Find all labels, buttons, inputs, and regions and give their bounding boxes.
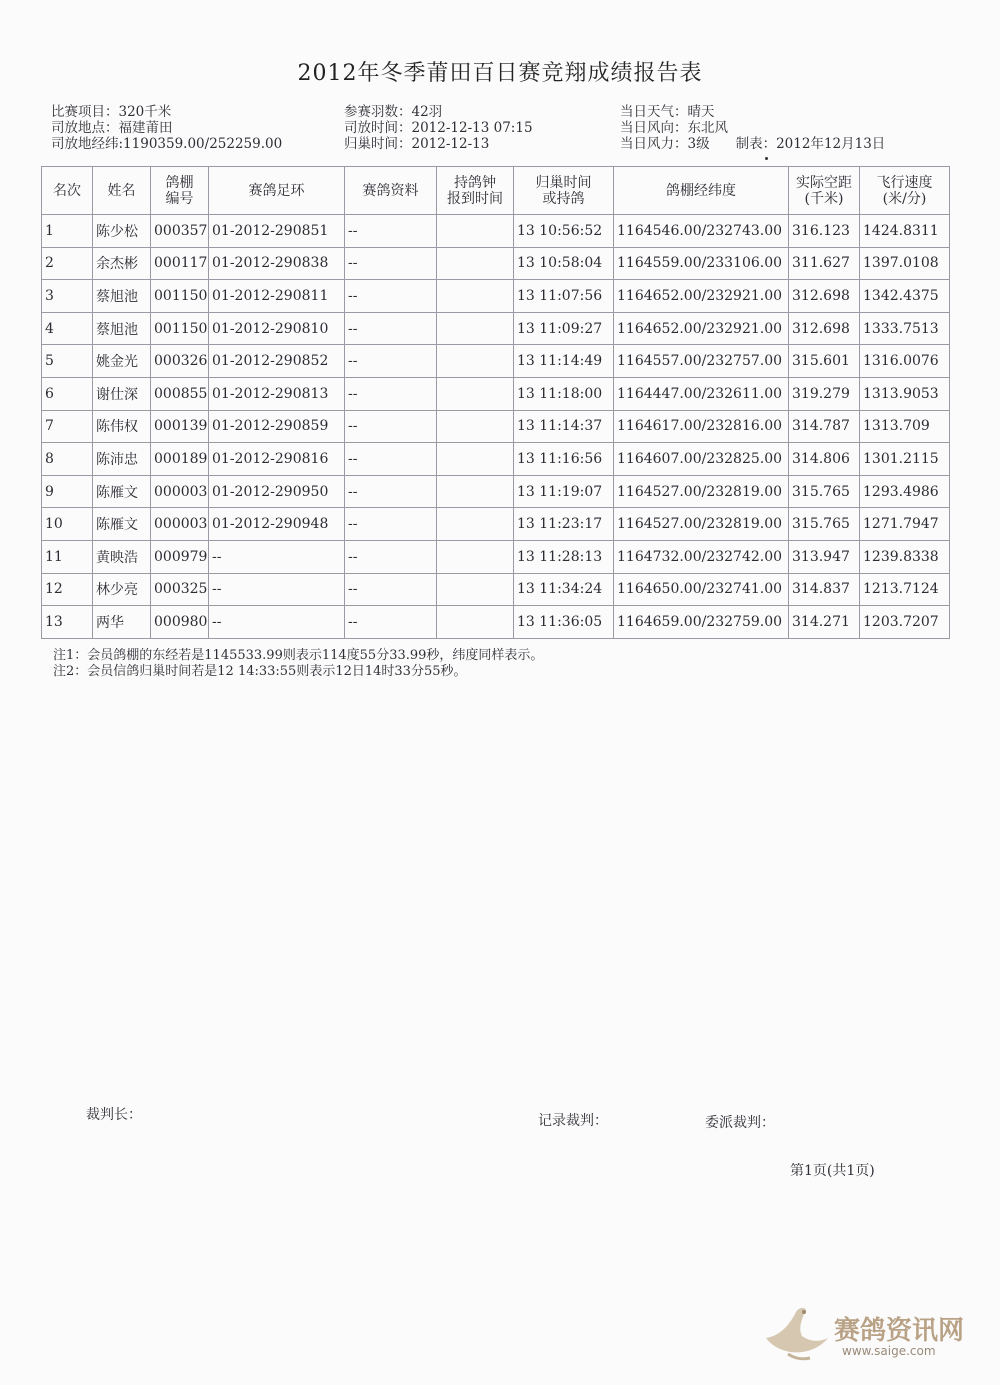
cell-rank: 1 xyxy=(42,215,93,248)
cell-ring: 01-2012-290852 xyxy=(209,345,345,378)
cell-info: -- xyxy=(345,443,437,476)
cell-coords: 1164650.00/232741.00 xyxy=(614,573,789,606)
cell-clock-time xyxy=(437,312,514,345)
cell-info: -- xyxy=(345,215,437,248)
cell-return-time: 13 11:36:05 xyxy=(514,606,614,639)
cell-name: 黄映浩 xyxy=(93,540,151,573)
cell-name: 蔡旭池 xyxy=(93,280,151,313)
results-table xyxy=(41,166,950,639)
cell-return-time: 13 10:58:04 xyxy=(514,247,614,280)
weather: 当日天气：晴天 xyxy=(620,104,715,120)
cell-return-time: 13 10:56:52 xyxy=(514,215,614,248)
cell-return-time: 13 11:23:17 xyxy=(514,508,614,541)
col-speed: 飞行速度 (米/分) xyxy=(860,167,950,215)
cell-info: -- xyxy=(345,475,437,508)
cell-return-time: 13 11:28:13 xyxy=(514,540,614,573)
cell-coords: 1164732.00/232742.00 xyxy=(614,540,789,573)
info-block-right xyxy=(620,104,885,152)
cell-speed: 1342.4375 xyxy=(860,280,950,313)
cell-loft: 000139 xyxy=(151,410,209,443)
cell-info: -- xyxy=(345,410,437,443)
cell-loft: 000189 xyxy=(151,443,209,476)
cell-name: 陈少松 xyxy=(93,215,151,248)
cell-name: 姚金光 xyxy=(93,345,151,378)
cell-clock-time xyxy=(437,215,514,248)
table-row xyxy=(42,443,950,476)
cell-distance: 319.279 xyxy=(789,377,860,410)
cell-name: 陈伟权 xyxy=(93,410,151,443)
cell-ring: 01-2012-290838 xyxy=(209,247,345,280)
cell-distance: 316.123 xyxy=(789,215,860,248)
cell-ring: 01-2012-290950 xyxy=(209,475,345,508)
cell-info: -- xyxy=(345,247,437,280)
cell-ring: 01-2012-290811 xyxy=(209,280,345,313)
event-label: 比赛项目：320千米 xyxy=(51,104,172,120)
cell-distance: 314.271 xyxy=(789,606,860,639)
cell-distance: 313.947 xyxy=(789,540,860,573)
cell-coords: 1164557.00/232757.00 xyxy=(614,345,789,378)
cell-clock-time xyxy=(437,443,514,476)
cell-return-time: 13 11:07:56 xyxy=(514,280,614,313)
cell-info: -- xyxy=(345,606,437,639)
table-row xyxy=(42,312,950,345)
cell-coords: 1164659.00/232759.00 xyxy=(614,606,789,639)
cell-speed: 1203.7207 xyxy=(860,606,950,639)
chief-judge-label: 裁判长： xyxy=(86,1107,142,1123)
cell-clock-time xyxy=(437,377,514,410)
cell-loft: 000003 xyxy=(151,508,209,541)
cell-rank: 5 xyxy=(42,345,93,378)
cell-loft: 000117 xyxy=(151,247,209,280)
release-time: 司放时间：2012-12-13 07:15 xyxy=(344,120,533,136)
table-row xyxy=(42,345,950,378)
release-place: 司放地点：福建莆田 xyxy=(51,120,173,136)
col-name: 姓名 xyxy=(93,167,151,215)
col-return: 归巢时间 或持鸽 xyxy=(514,167,614,215)
cell-coords: 1164652.00/232921.00 xyxy=(614,312,789,345)
table-header-row xyxy=(42,167,950,215)
cell-distance: 311.627 xyxy=(789,247,860,280)
col-clock: 持鸽钟 报到时间 xyxy=(437,167,514,215)
table-row xyxy=(42,410,950,443)
cell-speed: 1271.7947 xyxy=(860,508,950,541)
cell-return-time: 13 11:14:49 xyxy=(514,345,614,378)
cell-ring: -- xyxy=(209,573,345,606)
wind-force: 当日风力：3级 xyxy=(620,136,710,152)
cell-name: 陈雁文 xyxy=(93,508,151,541)
cell-info: -- xyxy=(345,280,437,313)
wind-direction: 当日风向：东北风 xyxy=(620,120,728,136)
cell-coords: 1164559.00/233106.00 xyxy=(614,247,789,280)
page-title: 2012年冬季莆田百日赛竞翔成绩报告表 xyxy=(297,61,703,86)
col-info: 赛鸽资料 xyxy=(345,167,437,215)
col-loft: 鸽棚 编号 xyxy=(151,167,209,215)
cell-distance: 312.698 xyxy=(789,280,860,313)
cell-distance: 315.601 xyxy=(789,345,860,378)
table-row xyxy=(42,280,950,313)
cell-return-time: 13 11:16:56 xyxy=(514,443,614,476)
cell-clock-time xyxy=(437,345,514,378)
cell-name: 两华 xyxy=(93,606,151,639)
cell-return-time: 13 11:19:07 xyxy=(514,475,614,508)
note-2: 注2：会员信鸽归巢时间若是12 14:33:55则表示12日14时33分55秒。 xyxy=(53,664,467,679)
cell-return-time: 13 11:18:00 xyxy=(514,377,614,410)
cell-clock-time xyxy=(437,280,514,313)
cell-speed: 1301.2115 xyxy=(860,443,950,476)
cell-rank: 3 xyxy=(42,280,93,313)
cell-clock-time xyxy=(437,410,514,443)
watermark-url: www.saige.com xyxy=(842,1344,936,1358)
cell-coords: 1164617.00/232816.00 xyxy=(614,410,789,443)
recorder-judge-label: 记录裁判： xyxy=(538,1113,608,1129)
table-row xyxy=(42,215,950,248)
cell-rank: 4 xyxy=(42,312,93,345)
cell-name: 蔡旭池 xyxy=(93,312,151,345)
cell-speed: 1316.0076 xyxy=(860,345,950,378)
cell-speed: 1313.9053 xyxy=(860,377,950,410)
cell-coords: 1164447.00/232611.00 xyxy=(614,377,789,410)
cell-ring: 01-2012-290816 xyxy=(209,443,345,476)
cell-speed: 1333.7513 xyxy=(860,312,950,345)
table-row xyxy=(42,247,950,280)
made-date: 制表：2012年12月13日 xyxy=(735,136,886,152)
cell-info: -- xyxy=(345,540,437,573)
col-ring: 赛鸽足环 xyxy=(209,167,345,215)
watermark-logo xyxy=(758,1298,968,1368)
cell-name: 陈沛忠 xyxy=(93,443,151,476)
col-coords: 鸽棚经纬度 xyxy=(614,167,789,215)
notes xyxy=(53,648,543,680)
cell-rank: 9 xyxy=(42,475,93,508)
cell-ring: 01-2012-290851 xyxy=(209,215,345,248)
cell-rank: 13 xyxy=(42,606,93,639)
cell-coords: 1164527.00/232819.00 xyxy=(614,508,789,541)
cell-info: -- xyxy=(345,573,437,606)
cell-loft: 000980 xyxy=(151,606,209,639)
cell-distance: 312.698 xyxy=(789,312,860,345)
cell-distance: 315.765 xyxy=(789,508,860,541)
cell-loft: 000326 xyxy=(151,345,209,378)
table-row xyxy=(42,573,950,606)
return-time: 归巢时间：2012-12-13 xyxy=(344,136,490,152)
cell-loft: 001150 xyxy=(151,312,209,345)
cell-name: 林少亮 xyxy=(93,573,151,606)
cell-return-time: 13 11:09:27 xyxy=(514,312,614,345)
cell-speed: 1213.7124 xyxy=(860,573,950,606)
note-1: 注1：会员鸽棚的东经若是1145533.99则表示114度55分33.99秒，纬度同样表示。 xyxy=(53,648,544,663)
cell-rank: 7 xyxy=(42,410,93,443)
cell-clock-time xyxy=(437,573,514,606)
entries-count: 参赛羽数：42羽 xyxy=(344,104,443,120)
page-number: 第1页(共1页) xyxy=(790,1163,875,1179)
cell-name: 陈雁文 xyxy=(93,475,151,508)
cell-ring: -- xyxy=(209,606,345,639)
cell-return-time: 13 11:14:37 xyxy=(514,410,614,443)
cell-coords: 1164527.00/232819.00 xyxy=(614,475,789,508)
cell-distance: 314.806 xyxy=(789,443,860,476)
cell-name: 余杰彬 xyxy=(93,247,151,280)
cell-loft: 000979 xyxy=(151,540,209,573)
table-row xyxy=(42,540,950,573)
table-row xyxy=(42,508,950,541)
cell-clock-time xyxy=(437,606,514,639)
col-rank: 名次 xyxy=(42,167,93,215)
release-coords: 司放地经纬:1190359.00/252259.00 xyxy=(51,136,283,152)
cell-info: -- xyxy=(345,508,437,541)
cell-rank: 8 xyxy=(42,443,93,476)
cell-clock-time xyxy=(437,540,514,573)
cell-loft: 000855 xyxy=(151,377,209,410)
cell-ring: 01-2012-290948 xyxy=(209,508,345,541)
cell-loft: 001150 xyxy=(151,280,209,313)
cell-ring: 01-2012-290813 xyxy=(209,377,345,410)
cell-coords: 1164652.00/232921.00 xyxy=(614,280,789,313)
cell-info: -- xyxy=(345,377,437,410)
info-block-left xyxy=(51,104,282,152)
col-distance: 实际空距 (千米) xyxy=(789,167,860,215)
cell-rank: 6 xyxy=(42,377,93,410)
cell-distance: 314.837 xyxy=(789,573,860,606)
cell-coords: 1164546.00/232743.00 xyxy=(614,215,789,248)
cell-ring: 01-2012-290859 xyxy=(209,410,345,443)
cell-ring: -- xyxy=(209,540,345,573)
cell-name: 谢仕深 xyxy=(93,377,151,410)
cell-speed: 1293.4986 xyxy=(860,475,950,508)
cell-ring: 01-2012-290810 xyxy=(209,312,345,345)
cell-speed: 1424.8311 xyxy=(860,215,950,248)
cell-rank: 12 xyxy=(42,573,93,606)
cell-coords: 1164607.00/232825.00 xyxy=(614,443,789,476)
cell-clock-time xyxy=(437,247,514,280)
cell-rank: 2 xyxy=(42,247,93,280)
table-row xyxy=(42,606,950,639)
table-row xyxy=(42,475,950,508)
table-row xyxy=(42,377,950,410)
cell-rank: 11 xyxy=(42,540,93,573)
ink-dot xyxy=(765,157,768,160)
cell-return-time: 13 11:34:24 xyxy=(514,573,614,606)
cell-speed: 1397.0108 xyxy=(860,247,950,280)
cell-loft: 000003 xyxy=(151,475,209,508)
cell-loft: 000325 xyxy=(151,573,209,606)
pigeon-logo-icon xyxy=(758,1298,838,1364)
cell-distance: 315.765 xyxy=(789,475,860,508)
cell-loft: 000357 xyxy=(151,215,209,248)
cell-clock-time xyxy=(437,508,514,541)
cell-info: -- xyxy=(345,345,437,378)
info-block-middle xyxy=(344,104,533,152)
delegate-judge-label: 委派裁判： xyxy=(705,1115,775,1131)
watermark-name: 赛鸽资讯网 xyxy=(834,1316,965,1346)
cell-speed: 1313.709 xyxy=(860,410,950,443)
cell-clock-time xyxy=(437,475,514,508)
cell-rank: 10 xyxy=(42,508,93,541)
cell-distance: 314.787 xyxy=(789,410,860,443)
cell-speed: 1239.8338 xyxy=(860,540,950,573)
cell-info: -- xyxy=(345,312,437,345)
